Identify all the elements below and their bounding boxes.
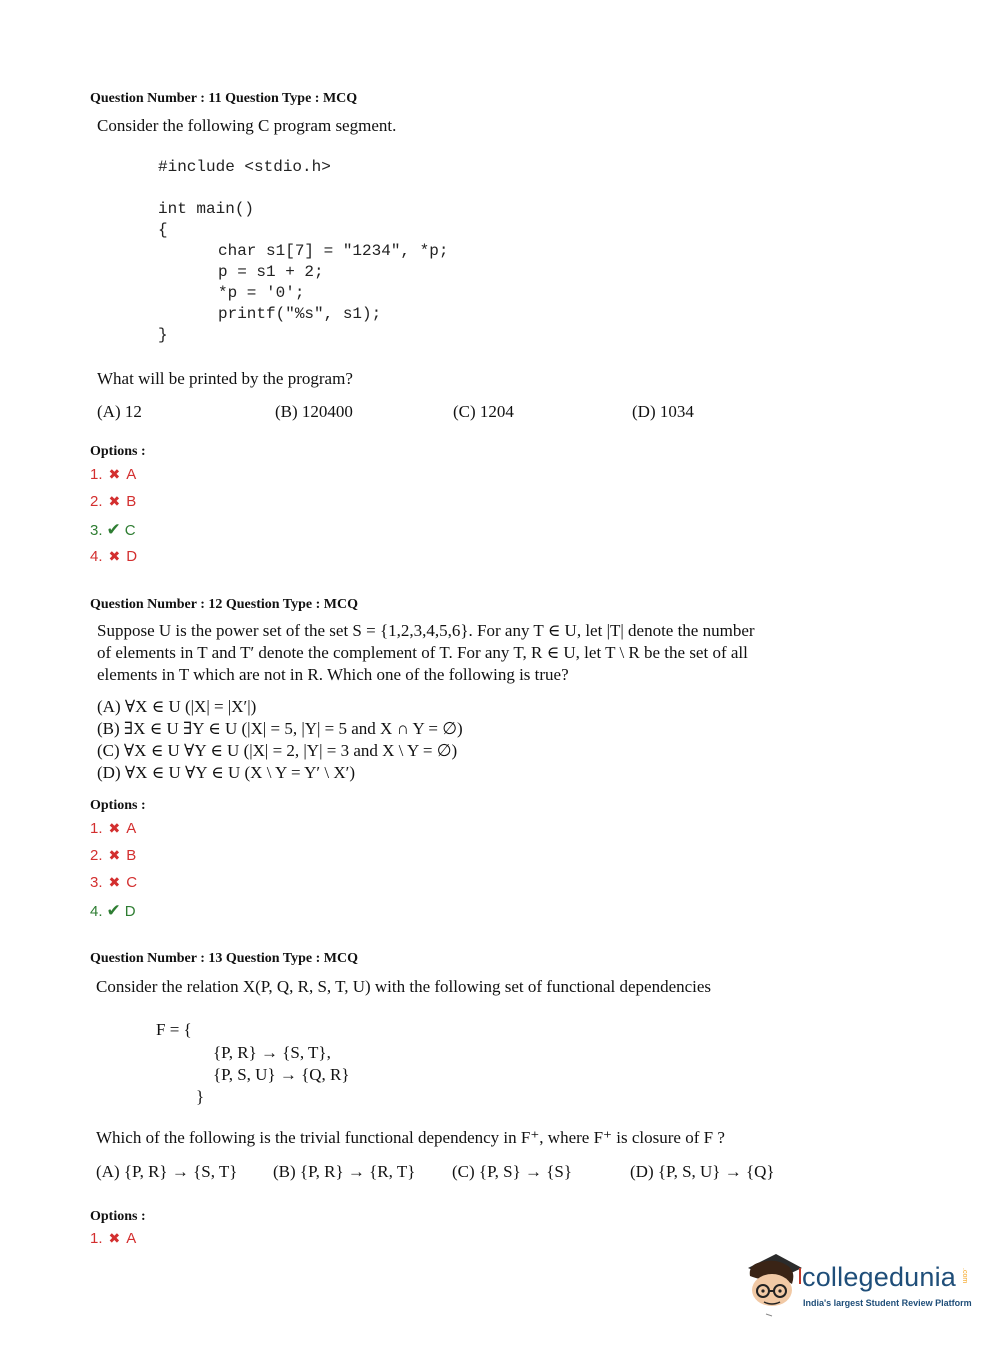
- q13-option-1: [90, 1230, 136, 1247]
- q12-stem: [97, 620, 837, 686]
- q12-choice-d: (D) ∀X ∈ U ∀Y ∈ U (X \ Y = Y′ \ X′): [97, 763, 356, 782]
- option-letter: A: [126, 1230, 137, 1247]
- wrong-icon: ✖: [108, 847, 121, 863]
- q11-option-4: [90, 548, 137, 565]
- q11-code-main: int main(): [158, 200, 255, 218]
- q13-choice-d: (D) {P, S, U} → {Q}: [630, 1162, 775, 1181]
- option-letter: C: [126, 874, 138, 891]
- q13-stem: Consider the relation X(P, Q, R, S, T, U) with the following set of functional dependencies: [96, 977, 712, 996]
- wrong-icon: ✖: [108, 493, 121, 509]
- q11-option-2: [90, 493, 136, 510]
- q11-code-decl: char s1[7] = "1234", *p;: [218, 242, 449, 260]
- q11-code-deref: *p = '0';: [218, 284, 305, 302]
- q13-fd-1: {P, R} → {S, T},: [213, 1043, 331, 1062]
- option-number: 1.: [90, 466, 103, 483]
- logo-wordmark: collegedunia: [802, 1262, 957, 1292]
- option-number: 3.: [90, 874, 103, 891]
- option-number: 4.: [90, 548, 103, 565]
- q13-fd-open: F = {: [156, 1020, 192, 1039]
- q13-fd-2: {P, S, U} → {Q, R}: [213, 1065, 350, 1084]
- q12-option-2: [90, 847, 136, 864]
- q11-option-3: [90, 520, 136, 540]
- q11-choice-d: (D) 1034: [632, 402, 694, 421]
- q13-question: Which of the following is the trivial functional dependency in F⁺, where F⁺ is closure of F ?: [96, 1128, 725, 1147]
- option-number: 4.: [90, 903, 103, 920]
- q12-choice-b: (B) ∃X ∈ U ∃Y ∈ U (|X| = 5, |Y| = 5 and X ∩ Y = ∅): [97, 719, 463, 738]
- option-letter: C: [124, 522, 136, 539]
- collegedunia-logo[interactable]: [742, 1250, 972, 1320]
- logo-suffix: .com: [961, 1268, 968, 1284]
- q11-choice-a: (A) 12: [97, 402, 142, 421]
- option-letter: D: [124, 903, 136, 920]
- option-letter: D: [126, 548, 138, 565]
- option-number: 2.: [90, 847, 103, 864]
- option-letter: A: [126, 466, 137, 483]
- wrong-icon: ✖: [108, 874, 121, 890]
- q12-choice-a: (A) ∀X ∈ U (|X| = |X′|): [97, 697, 257, 716]
- q13-fd-close: }: [196, 1087, 205, 1106]
- q12-header: Question Number : 12 Question Type : MCQ: [90, 597, 358, 612]
- q11-code-assign: p = s1 + 2;: [218, 263, 324, 281]
- q12-options-label: Options :: [90, 798, 146, 813]
- q11-header: Question Number : 11 Question Type : MCQ: [90, 91, 358, 106]
- option-number: 1.: [90, 1230, 103, 1247]
- q11-choice-c: (C) 1204: [453, 402, 514, 421]
- q11-question: What will be printed by the program?: [97, 369, 353, 388]
- wrong-icon: ✖: [108, 820, 121, 836]
- q12-choice-c: (C) ∀X ∈ U ∀Y ∈ U (|X| = 2, |Y| = 3 and X \ Y = ∅): [97, 741, 458, 760]
- q11-choice-b: (B) 120400: [275, 402, 353, 421]
- q13-choice-a: (A) {P, R} → {S, T}: [96, 1162, 238, 1181]
- q13-choice-b: (B) {P, R} → {R, T}: [273, 1162, 416, 1181]
- q11-code-include: #include <stdio.h>: [158, 158, 331, 176]
- q11-code-close-brace: }: [158, 326, 168, 344]
- q11-code-printf: printf("%s", s1);: [218, 305, 382, 323]
- q11-stem: Consider the following C program segment.: [97, 116, 397, 135]
- q13-options-label: Options :: [90, 1209, 146, 1224]
- q11-code-open-brace: {: [158, 221, 168, 239]
- wrong-icon: ✖: [108, 548, 121, 564]
- option-letter: A: [126, 820, 137, 837]
- wrong-icon: ✖: [108, 1230, 121, 1246]
- wrong-icon: ✖: [108, 466, 121, 482]
- q13-header: Question Number : 13 Question Type : MCQ: [90, 951, 358, 966]
- q11-option-1: [90, 466, 136, 483]
- option-number: 1.: [90, 820, 103, 837]
- option-number: 2.: [90, 493, 103, 510]
- q12-option-3: [90, 874, 137, 891]
- check-icon: ✔: [106, 520, 121, 539]
- q12-stem-line-3: elements in T which are not in R. Which one of the following is true?: [97, 665, 569, 684]
- option-letter: B: [126, 493, 137, 510]
- q12-option-4: [90, 901, 136, 921]
- mascot-icon: [742, 1250, 806, 1320]
- q12-stem-line-1: Suppose U is the power set of the set S = {1,2,3,4,5,6}. For any T ∈ U, let |T| denote the number: [97, 621, 755, 640]
- option-letter: B: [126, 847, 137, 864]
- q12-stem-line-2: of elements in T and T′ denote the complement of T. For any T, R ∈ U, let T \ R be the set of all: [97, 643, 748, 662]
- q12-option-1: [90, 820, 136, 837]
- option-number: 3.: [90, 522, 103, 539]
- logo-tagline: India's largest Student Review Platform: [803, 1298, 972, 1308]
- q11-options-label: Options :: [90, 444, 146, 459]
- check-icon: ✔: [106, 901, 121, 920]
- q13-choice-c: (C) {P, S} → {S}: [452, 1162, 573, 1181]
